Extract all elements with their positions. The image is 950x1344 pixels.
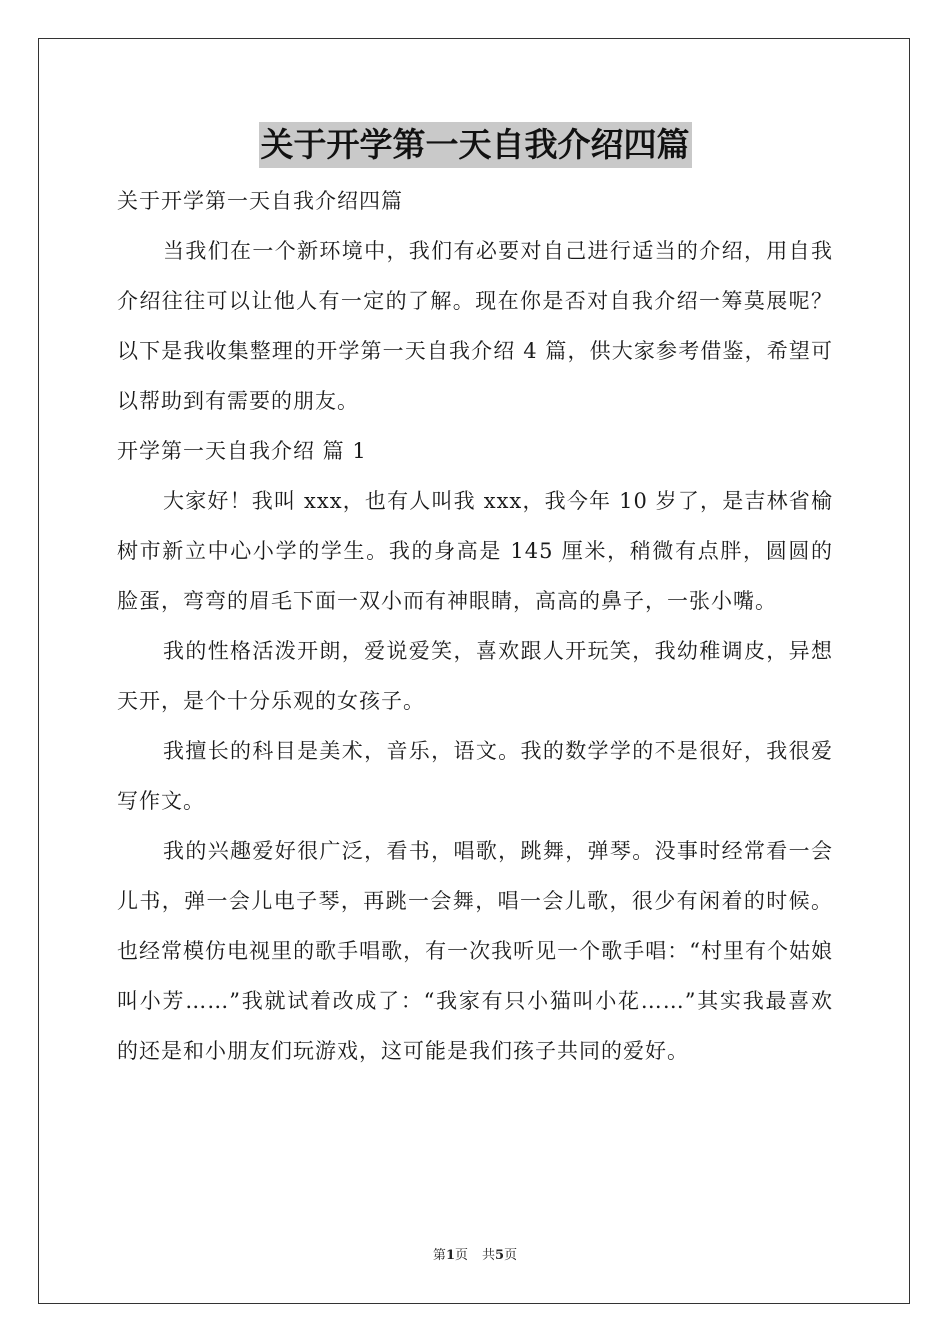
body-paragraph-1: 大家好！我叫 xxx，也有人叫我 xxx，我今年 10 岁了，是吉林省榆树市新立中心小学的学生。我的身高是 145 厘米，稍微有点胖，圆圆的脸蛋，弯弯的眉毛下面一双小而有神眼睛，高高的鼻子，一张小嘴。 <box>117 489 833 613</box>
body-paragraph-3: 我擅长的科目是美术，音乐，语文。我的数学学的不是很好，我很爱写作文。 <box>117 739 833 813</box>
title-container <box>0 122 950 168</box>
page-number-suffix: 页 <box>454 1248 468 1263</box>
document-title: 关于开学第一天自我介绍四篇 <box>259 122 692 168</box>
page-total-prefix: 共 <box>482 1248 496 1263</box>
intro-paragraph: 当我们在一个新环境中，我们有必要对自己进行适当的介绍，用自我介绍往往可以让他人有一定的了解。现在你是否对自我介绍一筹莫展呢？以下是我收集整理的开学第一天自我介绍 4 篇，供大家参考借鉴，希望可以帮助到有需要的朋友。 <box>117 239 833 413</box>
body-paragraph-4: 我的兴趣爱好很广泛，看书，唱歌，跳舞，弹琴。没事时经常看一会儿书，弹一会儿电子琴，再跳一会舞，唱一会儿歌，很少有闲着的时候。也经常模仿电视里的歌手唱歌，有一次我听见一个歌手唱：“村里有个姑娘叫小芳……”我就试着改成了：“我家有只小猫叫小花……”其实我最喜欢的还是和小朋友们玩游戏，这可能是我们孩子共同的爱好。 <box>117 839 833 1063</box>
section-heading: 开学第一天自我介绍 篇 1 <box>117 439 367 463</box>
page-total: 5 <box>495 1248 505 1263</box>
document-body <box>117 176 833 1076</box>
page-footer <box>0 1244 950 1263</box>
page-total-suffix: 页 <box>504 1248 518 1263</box>
document-subtitle: 关于开学第一天自我介绍四篇 <box>117 189 403 213</box>
page-number-prefix: 第 <box>432 1248 446 1263</box>
page-number-current: 1 <box>445 1248 455 1263</box>
body-paragraph-2: 我的性格活泼开朗，爱说爱笑，喜欢跟人开玩笑，我幼稚调皮，异想天开，是个十分乐观的女孩子。 <box>117 639 833 713</box>
